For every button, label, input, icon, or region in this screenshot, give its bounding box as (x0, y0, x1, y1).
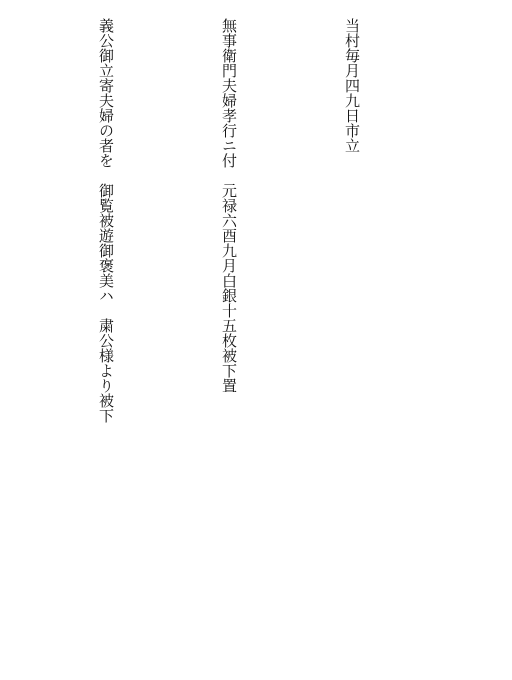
text-line (0, 18, 3, 578)
vertical-text-block (0, 18, 454, 578)
text-line: 無事衛門夫婦孝行ニ付 元禄六酉九月白銀十五枚被下置 (220, 18, 238, 393)
text-line: 義公御立寄夫婦の者を 御覧被遊御褒美ハ 粛公様より被下 (97, 18, 115, 423)
text-line: 当村毎月四九日市立 (343, 18, 361, 153)
